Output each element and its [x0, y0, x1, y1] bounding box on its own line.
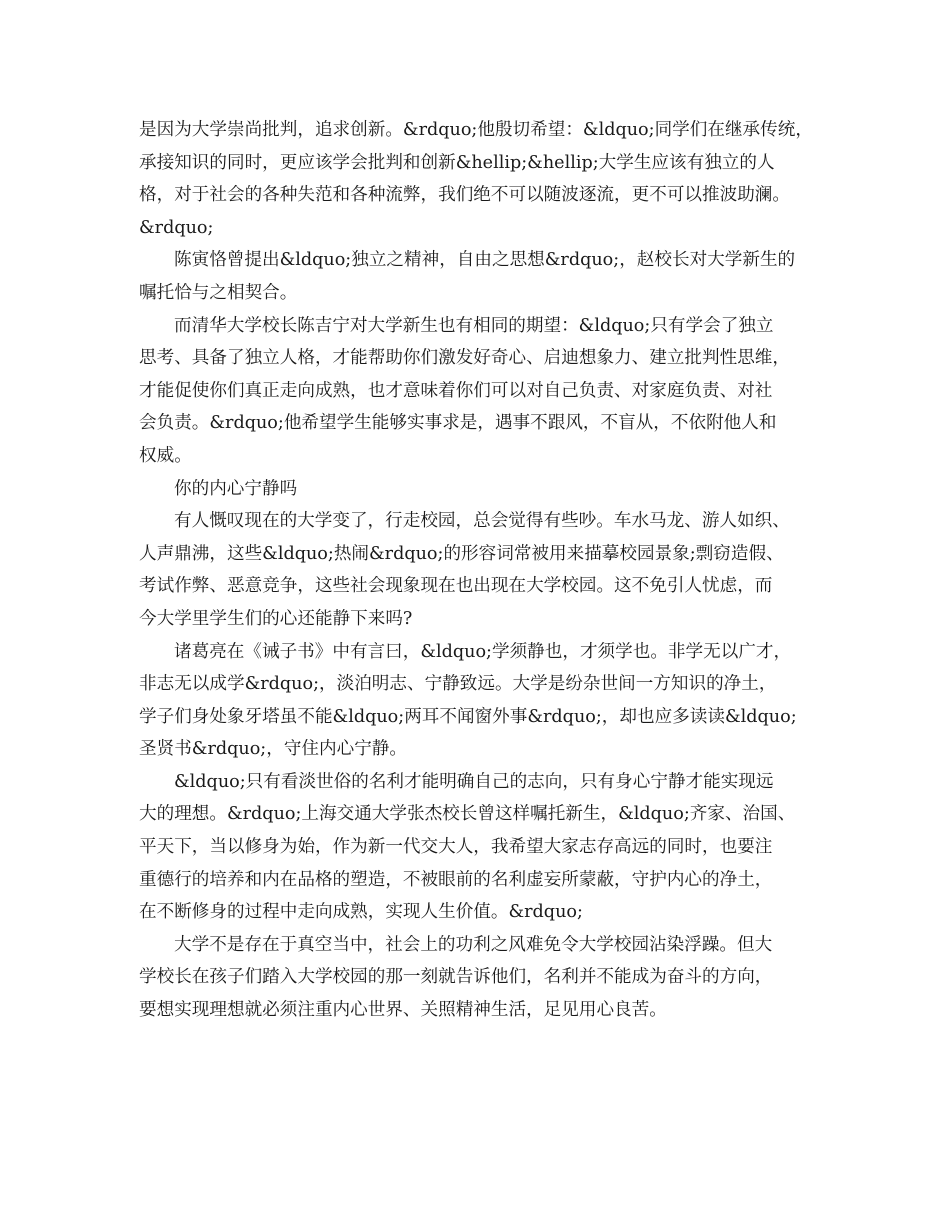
text-line: 才能促使你们真正走向成熟，也才意味着你们可以对自己负责、对家庭负责、对社: [139, 380, 773, 401]
text-line: 嘱托恰与之相契合。: [139, 282, 298, 303]
text-line: 陈寅恪曾提出&ldquo;独立之精神，自由之思想&rdquo;，赵校长对大学新生的: [174, 250, 796, 271]
text-line: 要想实现理想就必须注重内心世界、关照精神生活，足见用心良苦。: [139, 1000, 667, 1021]
text-line: 是因为大学崇尚批判，追求创新。&rdquo;他殷切希望：&ldquo;同学们在继承传统，: [139, 120, 813, 140]
text-line: 重德行的培养和内在品格的塑造，不被眼前的名利虚妄所蒙蔽，守护内心的净土，: [139, 869, 773, 890]
text-line: 在不断修身的过程中走向成熟，实现人生价值。&rdquo;: [139, 902, 583, 923]
text-line: 圣贤书&rdquo;，守住内心宁静。: [139, 739, 407, 760]
text-line: &rdquo;: [139, 217, 214, 238]
text-line: 考试作弊、恶意竞争，这些社会现象现在也出现在大学校园。这不免引人忧虑，而: [139, 576, 773, 597]
text-line: &ldquo;只有看淡世俗的名利才能明确自己的志向，只有身心宁静才能实现远: [174, 771, 774, 792]
text-line: 学校长在孩子们踏入大学校园的那一刻就告诉他们，名利并不能成为奋斗的方向，: [139, 967, 773, 988]
text-line: 今大学里学生们的心还能静下来吗?: [139, 608, 413, 629]
text-line: 诸葛亮在《诫子书》中有言曰，&ldquo;学须静也，才须学也。非学无以广才，: [174, 641, 792, 662]
text-line: 大的理想。&rdquo;上海交通大学张杰校长曾这样嘱托新生，&ldquo;齐家、治国、: [139, 804, 796, 825]
text-line: 承接知识的同时，更应该学会批判和创新&hellip;&hellip;大学生应该有独立的人: [139, 152, 775, 173]
text-line: 你的内心宁静吗: [174, 478, 298, 499]
text-line: 而清华大学校长陈吉宁对大学新生也有相同的期望：&ldquo;只有学会了独立: [174, 315, 774, 336]
text-line: 思考、具备了独立人格，才能帮助你们激发好奇心、启迪想象力、建立批判性思维，: [139, 348, 790, 369]
text-line: 格，对于社会的各种失范和各种流弊，我们绝不可以随波逐流，更不可以推波助澜。: [139, 185, 790, 206]
document-body: [139, 114, 829, 1027]
text-line: 有人慨叹现在的大学变了，行走校园，总会觉得有些吵。车水马龙、游人如织、: [174, 511, 790, 532]
text-line: 大学不是存在于真空当中，社会上的功利之风难免令大学校园沾染浮躁。但大: [174, 934, 773, 955]
text-line: 学子们身处象牙塔虽不能&ldquo;两耳不闻窗外事&rdquo;，却也应多读读&ldquo;: [139, 706, 797, 727]
text-line: 非志无以成学&rdquo;，淡泊明志、宁静致远。大学是纷杂世间一方知识的净土，: [139, 674, 777, 695]
text-line: 会负责。&rdquo;他希望学生能够实事求是，遇事不跟风，不盲从，不依附他人和: [139, 413, 777, 434]
text-line: 人声鼎沸，这些&ldquo;热闹&rdquo;的形容词常被用来描摹校园景象;剽窃造假、: [139, 543, 784, 564]
text-line: 平天下，当以修身为始，作为新一代交大人，我希望大家志存高远的同时，也要注: [139, 837, 773, 858]
text-line: 权威。: [139, 445, 192, 466]
